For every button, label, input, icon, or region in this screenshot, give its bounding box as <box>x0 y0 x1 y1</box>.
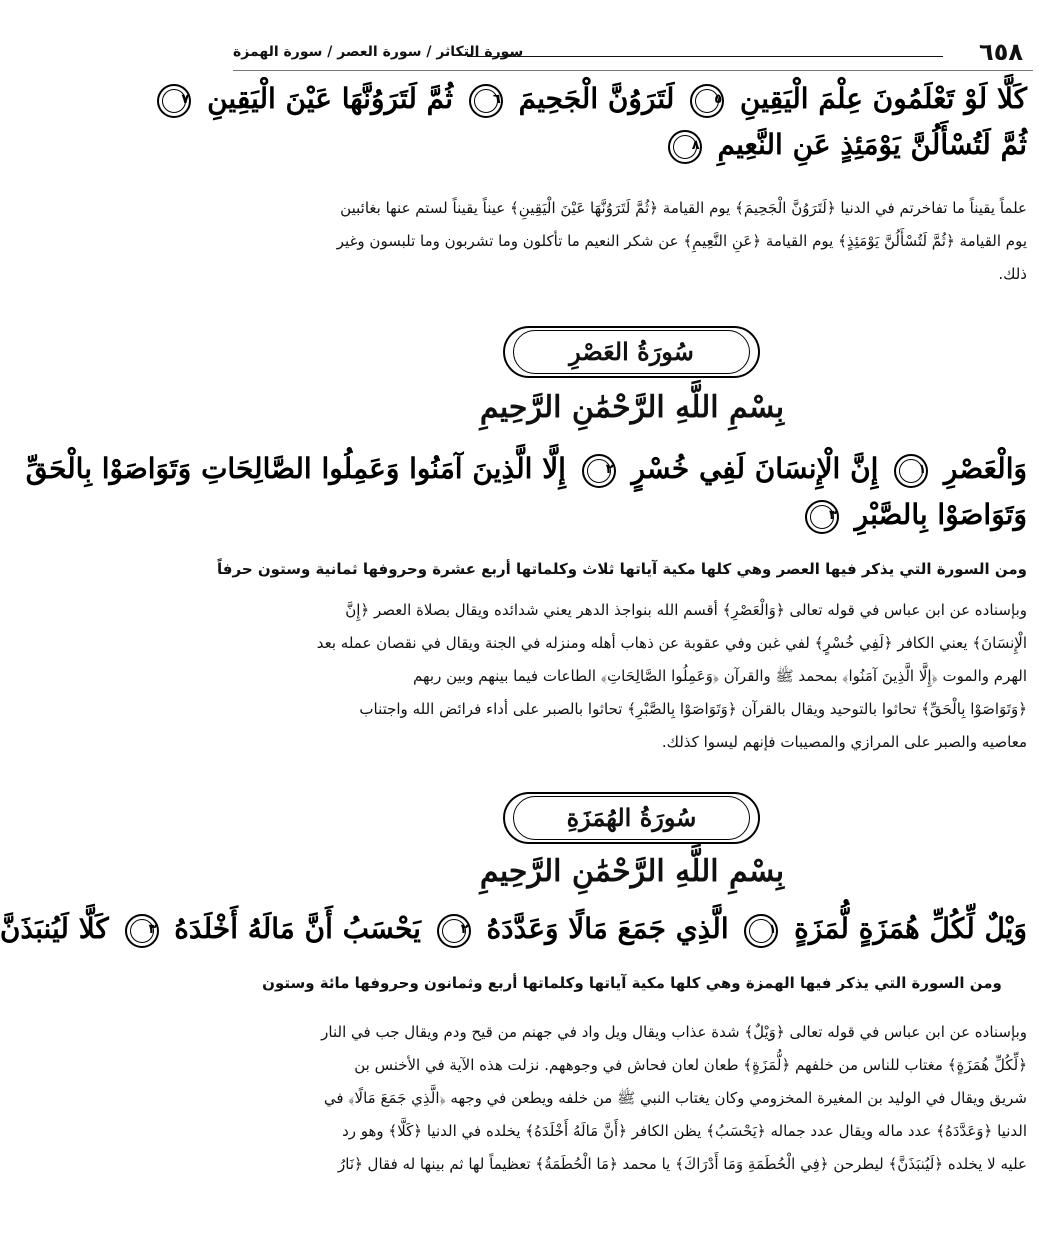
tafsir-line: يوم القيامة ﴿ثُمَّ لَتُسْأَلُنَّ يَوْمَئِذٍ﴾ يوم القيامة ﴿عَنِ النَّعِيمِ﴾ عن شكر النعيم ما تأكلون وما تشربون وما تلبسون وغير <box>336 232 1027 250</box>
verse-text: كَلَّا لَيُنبَذَنَّ <box>0 912 109 945</box>
ayah-number-marker: ١ <box>894 454 928 488</box>
basmala: بِسْمِ اللَّهِ الرَّحْمَٰنِ الرَّحِيمِ <box>479 390 785 425</box>
verse-text: يَحْسَبُ أَنَّ مَالَهُ أَخْلَدَهُ <box>174 912 421 945</box>
asr-verses <box>25 446 1027 538</box>
tafsir-line: عليه لا يخلده ﴿لَيُنبَذَنَّ﴾ ليطرحن ﴿فِي الْحُطَمَةِ وَمَا أَدْرَاكَ﴾ يا محمد ﴿مَا الْحُطَمَةُ﴾ تعظيماً لها ثم بينها له فقال ﴿نَارُ <box>338 1155 1027 1173</box>
verse-line <box>181 76 1027 122</box>
tafsir-line: وبإسناده عن ابن عباس في قوله تعالى ﴿وَالْعَصْرِ﴾ أقسم الله بنواجذ الدهر يعني شدائده ويقال بصلاة العصر ﴿إِنَّ <box>345 601 1027 619</box>
tafsir-line: معاصيه والصبر على المرازي والمصيبات فإنهم ليسوا كذلك. <box>661 733 1027 751</box>
tafsir-line: وبإسناده عن ابن عباس في قوله تعالى ﴿وَيْلٌ﴾ شدة عذاب ويقال ويل واد في جهنم من قيح ودم ويقال جب في النار <box>321 1023 1027 1041</box>
humaza-tafsir <box>237 1016 1027 1181</box>
asr-intro: ومن السورة التي يذكر فيها العصر وهي كلها مكية آياتها ثلاث وكلماتها أربع عشرة وحروفها ثمانية وستون حرفاً <box>217 560 1027 578</box>
takathur-tafsir <box>237 192 1027 291</box>
ayah-number-marker: ٨ <box>668 130 702 164</box>
asr-tafsir <box>237 594 1027 759</box>
verse-text: وَالْعَصْرِ <box>943 452 1027 485</box>
verse-text: وَتَوَاصَوْا بِالصَّبْرِ <box>854 498 1027 531</box>
tafsir-line: الهرم والموت ﴿إِلَّا الَّذِينَ آمَنُوا﴾ بمحمد ﷺ والقرآن ﴿وَعَمِلُوا الصَّالِحَاتِ﴾ الطاعات فيما بينهم وبين ربهم <box>413 667 1027 685</box>
humaza-intro: ومن السورة التي يذكر فيها الهمزة وهي كلها مكية آياتها وكلماتها أربع وثمانون وحروفها مائة وستون <box>262 974 1002 992</box>
ayah-number-marker: ٢ <box>437 914 471 948</box>
ayah-number-marker: ٧ <box>157 84 191 118</box>
surah-name: سُورَةُ العَصْرِ <box>569 337 694 366</box>
ayah-number-marker: ٣ <box>805 500 839 534</box>
verse-text: ثُمَّ لَتَرَوُنَّهَا عَيْنَ الْيَقِينِ <box>207 82 454 115</box>
ayah-number-marker: ٢ <box>582 454 616 488</box>
verse-line <box>0 906 1027 952</box>
tafsir-line: ذلك. <box>998 265 1027 283</box>
verse-text: إِلَّا الَّذِينَ آمَنُوا وَعَمِلُوا الصَّالِحَاتِ وَتَوَاصَوْا بِالْحَقِّ <box>25 452 566 485</box>
ayah-number-marker: ٥ <box>690 84 724 118</box>
tafsir-line: ﴿لِّكُلِّ هُمَزَةٍ﴾ مغتاب للناس من خلفهم ﴿لُّمَزَةٍ﴾ طعان لعان فحاش في وجوههم. نزلت هذه الآية في الأخنس بن <box>354 1056 1027 1074</box>
ayah-number-marker: ٣ <box>125 914 159 948</box>
tafsir-line: الدنيا ﴿وَعَدَّدَهُ﴾ عدد ماله ويقال عدد جماله ﴿يَحْسَبُ﴾ يظن الكافر ﴿أَنَّ مَالَهُ أَخْلَدَهُ﴾ يخلده في الدنيا ﴿كَلَّا﴾ وهو رد <box>342 1122 1027 1140</box>
page-header <box>233 36 1033 72</box>
tafsir-line: الْإِنسَانَ﴾ يعني الكافر ﴿لَفِي خُسْرٍ﴾ لفي غبن وفي عقوبة عن ذهاب أهله ومنزله في الجنة ويقال في نقصان عمله بعد <box>316 634 1027 652</box>
tafsir-line: علماً يقيناً ما تفاخرتم في الدنيا ﴿لَتَرَوُنَّ الْجَحِيمَ﴾ يوم القيامة ﴿ثُمَّ لَتَرَوُنَّهَا عَيْنَ الْيَقِينِ﴾ عيناً يقيناً لستم عنها بغائبين <box>340 199 1027 217</box>
ayah-number-marker: ٦ <box>469 84 503 118</box>
takathur-verses <box>181 76 1027 168</box>
basmala: بِسْمِ اللَّهِ الرَّحْمَٰنِ الرَّحِيمِ <box>479 854 785 889</box>
verse-text: الَّذِي جَمَعَ مَالًا وَعَدَّدَهُ <box>486 912 729 945</box>
header-title: سورة التكاثر / سورة العصر / سورة الهمزة <box>233 44 524 60</box>
verse-text: لَتَرَوُنَّ الْجَحِيمَ <box>518 82 675 115</box>
humaza-verses <box>0 906 1027 952</box>
verse-text: ثُمَّ لَتُسْأَلُنَّ يَوْمَئِذٍ عَنِ النَّعِيمِ <box>717 128 1027 161</box>
verse-line <box>237 492 1027 538</box>
verse-line <box>237 122 1027 168</box>
header-rule <box>467 56 943 57</box>
verse-text: إِنَّ الْإِنسَانَ لَفِي خُسْرٍ <box>631 452 879 485</box>
surah-title-humaza <box>503 792 760 844</box>
verse-line <box>25 446 1027 492</box>
ayah-number-marker: ١ <box>744 914 778 948</box>
tafsir-line: شريق ويقال في الوليد بن المغيرة المخزومي وكان يغتاب النبي ﷺ من خلفه ويطعن في وجهه ﴿الَّذِي جَمَعَ مَالًا﴾ في <box>323 1089 1027 1107</box>
verse-text: وَيْلٌ لِّكُلِّ هُمَزَةٍ لُّمَزَةٍ <box>794 912 1027 945</box>
surah-name: سُورَةُ الهُمَزَةِ <box>566 803 697 832</box>
verse-text: كَلَّا لَوْ تَعْلَمُونَ عِلْمَ الْيَقِينِ <box>739 82 1027 115</box>
header-divider <box>233 70 1033 71</box>
tafsir-line: ﴿وَتَوَاصَوْا بِالْحَقِّ﴾ تحاثوا بالتوحيد ويقال بالقرآن ﴿وَتَوَاصَوْا بِالصَّبْرِ﴾ تحاثوا بالصبر على أداء فرائض الله واجتناب <box>359 700 1027 718</box>
page-number: ٦٥٨ <box>979 38 1023 66</box>
surah-title-asr <box>503 326 760 378</box>
